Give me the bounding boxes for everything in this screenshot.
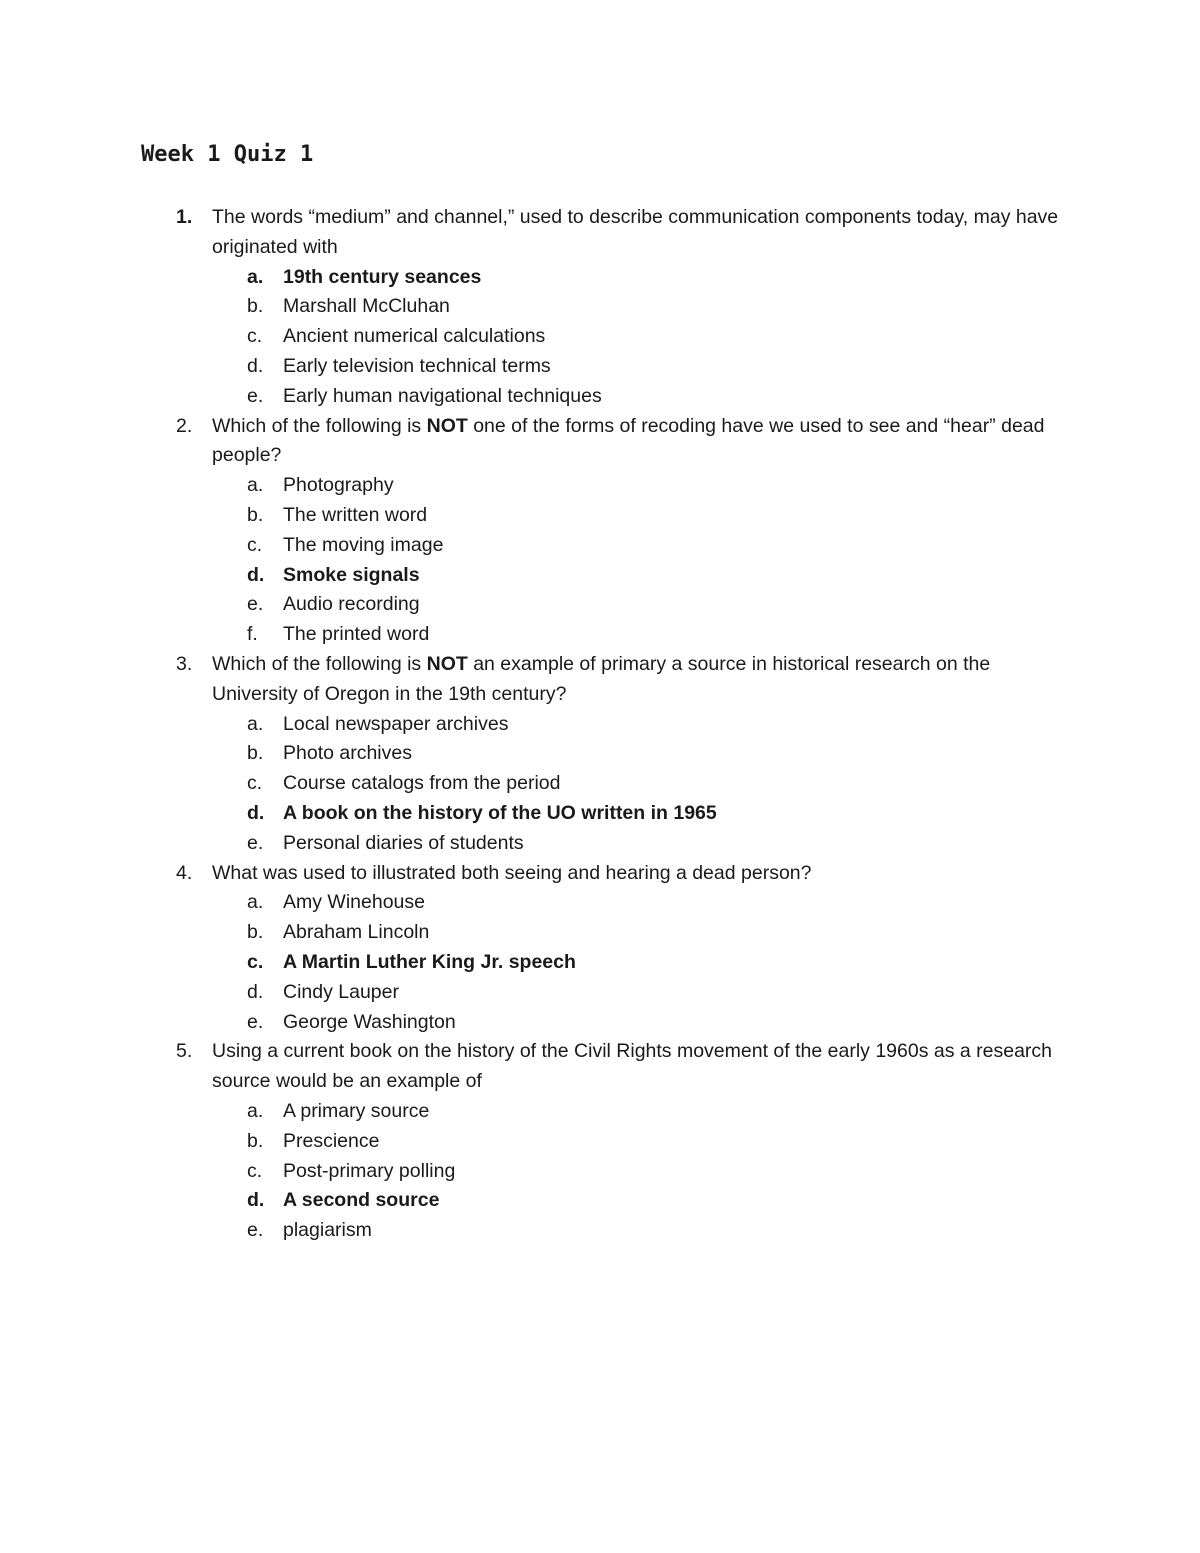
option-letter: d.: [247, 980, 264, 1003]
answer-option: [0, 1097, 1200, 1127]
answer-options: [0, 263, 1200, 412]
question-text: [212, 1037, 1062, 1097]
question-text-part: an example of primary a source in historical research on the University of Oregon in the 19th century?: [212, 652, 991, 705]
question-row: [0, 1037, 1200, 1097]
answer-options: [0, 710, 1200, 859]
option-letter: a.: [247, 265, 264, 288]
option-letter: e.: [247, 593, 264, 616]
option-letter: d.: [247, 1189, 265, 1212]
option-text: Course catalogs from the period: [283, 772, 561, 795]
answer-option: [0, 1216, 1200, 1246]
answer-option-correct: [0, 948, 1200, 978]
option-text: Amy Winehouse: [283, 891, 425, 914]
question-text: [212, 650, 1062, 710]
option-text: Cindy Lauper: [283, 980, 399, 1003]
question-number: 3.: [176, 652, 193, 675]
answer-options: [0, 1097, 1200, 1246]
option-text: The moving image: [283, 533, 444, 556]
option-letter: c.: [247, 325, 263, 348]
answer-option: [0, 769, 1200, 799]
answer-option-correct: [0, 1186, 1200, 1216]
option-text: A Martin Luther King Jr. speech: [283, 950, 576, 973]
option-letter: b.: [247, 503, 264, 526]
option-text: A second source: [283, 1189, 440, 1212]
question-text: [212, 203, 1062, 263]
answer-option: [0, 1157, 1200, 1187]
option-text: 19th century seances: [283, 265, 482, 288]
option-text: Smoke signals: [283, 563, 420, 586]
option-letter: b.: [247, 295, 264, 318]
option-letter: e.: [247, 831, 264, 854]
question-list: [0, 203, 1200, 1246]
option-letter: e.: [247, 384, 264, 407]
option-text: Photo archives: [283, 742, 412, 765]
answer-option: [0, 620, 1200, 650]
question-text-part: Using a current book on the history of the Civil Rights movement of the early 1960s as a research source would be an example of: [212, 1040, 1053, 1093]
option-letter: c.: [247, 950, 264, 973]
answer-option: [0, 292, 1200, 322]
option-text: Ancient numerical calculations: [283, 325, 546, 348]
answer-option: [0, 710, 1200, 740]
option-letter: d.: [247, 801, 265, 824]
answer-option-correct: [0, 263, 1200, 293]
option-letter: c.: [247, 533, 263, 556]
question-4: [0, 859, 1200, 1038]
question-emphasis: NOT: [426, 652, 468, 675]
question-row: [0, 203, 1200, 263]
answer-option: [0, 590, 1200, 620]
question-5: [0, 1037, 1200, 1246]
quiz-title: Week 1 Quiz 1: [141, 142, 314, 167]
option-text: The written word: [283, 503, 428, 526]
answer-option: [0, 829, 1200, 859]
question-number: 4.: [176, 861, 193, 884]
answer-option: [0, 888, 1200, 918]
option-letter: b.: [247, 1129, 264, 1152]
question-row: [0, 859, 1200, 889]
answer-option: [0, 352, 1200, 382]
option-text: Audio recording: [283, 593, 420, 616]
option-text: Early human navigational techniques: [283, 384, 602, 407]
option-letter: c.: [247, 772, 263, 795]
question-text-part: What was used to illustrated both seeing and hearing a dead person?: [212, 861, 812, 884]
option-letter: b.: [247, 742, 264, 765]
answer-option: [0, 531, 1200, 561]
option-letter: a.: [247, 474, 264, 497]
option-text: Post-primary polling: [283, 1159, 456, 1182]
option-letter: e.: [247, 1219, 264, 1242]
answer-option-correct: [0, 561, 1200, 591]
answer-option-correct: [0, 799, 1200, 829]
option-letter: d.: [247, 354, 264, 377]
answer-option: [0, 501, 1200, 531]
question-1: [0, 203, 1200, 412]
answer-option: [0, 978, 1200, 1008]
answer-options: [0, 471, 1200, 650]
question-row: [0, 412, 1200, 472]
answer-option: [0, 471, 1200, 501]
question-3: [0, 650, 1200, 859]
question-2: [0, 412, 1200, 650]
option-letter: e.: [247, 1010, 264, 1033]
answer-option: [0, 382, 1200, 412]
question-text-part: Which of the following is: [212, 414, 427, 437]
option-text: Photography: [283, 474, 394, 497]
answer-option: [0, 1008, 1200, 1038]
option-letter: a.: [247, 1099, 264, 1122]
option-text: Early television technical terms: [283, 354, 551, 377]
option-text: A primary source: [283, 1099, 430, 1122]
question-number: 1.: [176, 206, 193, 228]
question-number: 2.: [176, 414, 193, 437]
option-letter: a.: [247, 712, 264, 735]
option-text: plagiarism: [283, 1219, 372, 1242]
option-text: A book on the history of the UO written in 1965: [283, 801, 717, 824]
question-text: [212, 412, 1062, 472]
question-text-part: one of the forms of recoding have we used to see and “hear” dead people?: [212, 414, 1045, 467]
option-text: Abraham Lincoln: [283, 921, 430, 944]
option-letter: c.: [247, 1159, 263, 1182]
option-text: The printed word: [283, 623, 430, 646]
question-number: 5.: [176, 1040, 193, 1063]
option-letter: b.: [247, 921, 264, 944]
option-letter: f.: [247, 623, 258, 646]
answer-option: [0, 1127, 1200, 1157]
question-text: [212, 859, 1062, 889]
option-letter: d.: [247, 563, 265, 586]
option-letter: a.: [247, 891, 264, 914]
answer-option: [0, 918, 1200, 948]
answer-option: [0, 739, 1200, 769]
question-emphasis: NOT: [426, 414, 468, 437]
option-text: Local newspaper archives: [283, 712, 509, 735]
question-row: [0, 650, 1200, 710]
question-text-part: Which of the following is: [212, 652, 427, 675]
option-text: Personal diaries of students: [283, 831, 524, 854]
option-text: George Washington: [283, 1010, 456, 1033]
option-text: Prescience: [283, 1129, 380, 1152]
option-text: Marshall McCluhan: [283, 295, 450, 318]
answer-options: [0, 888, 1200, 1037]
question-text-part: The words “medium” and channel,” used to describe communication components today, may have originated with: [212, 206, 1059, 258]
answer-option: [0, 322, 1200, 352]
